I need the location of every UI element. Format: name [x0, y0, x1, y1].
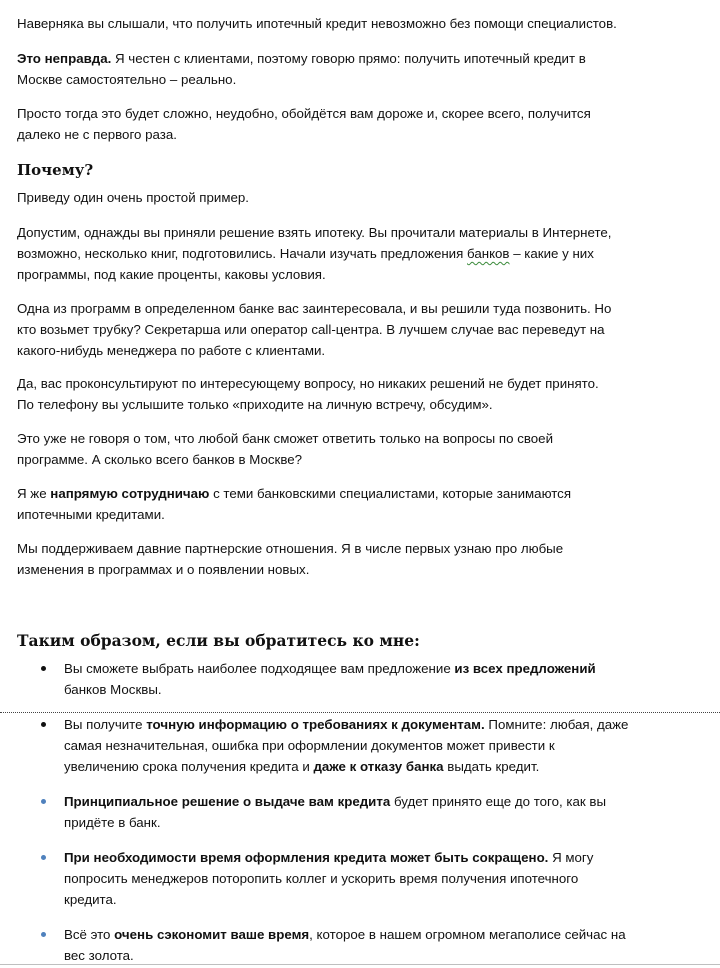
- thus-heading: Таким образом, если вы обратитесь ко мне:: [17, 631, 420, 650]
- benefit4-line2: попросить менеджеров поторопить коллег и ускорить время получения ипотечного: [64, 871, 579, 886]
- page-bottom-edge: [0, 964, 720, 968]
- bullet-icon: [41, 932, 46, 937]
- one-program-paragraph: [17, 298, 677, 361]
- intro-paragraph: [17, 13, 677, 34]
- suppose-line3: программы, под какие проценты, каковы условия.: [17, 267, 326, 282]
- benefit3-post: будет принято еще до того, как вы: [390, 794, 607, 809]
- consult-line1: Да, вас проконсультируют по интересующему вопросу, но никаких решений не будет принято.: [17, 376, 599, 391]
- not-true-bold: Это неправда.: [17, 51, 112, 66]
- direct-line2: ипотечными кредитами.: [17, 507, 165, 522]
- direct-bold: напрямую сотрудничаю: [50, 486, 210, 501]
- partners-line1: Мы поддерживаем давние партнерские отношения. Я в числе первых узнаю про любые: [17, 541, 564, 556]
- bullet-icon: [41, 666, 46, 671]
- list-item: [64, 714, 684, 777]
- not-true-text: Я честен с клиентами, поэтому говорю прямо: получить ипотечный кредит в: [111, 51, 586, 66]
- list-item: [64, 791, 684, 833]
- list-item: [64, 847, 684, 910]
- simple-paragraph: [17, 103, 677, 145]
- benefit1-pre: Вы сможете выбрать наиболее подходящее вам предложение: [64, 661, 455, 676]
- direct-post: с теми банковскими специалистами, которые занимаются: [209, 486, 572, 501]
- benefit3-bold: Принципиальное решение о выдаче вам кредита: [64, 794, 391, 809]
- suppose-paragraph: [17, 222, 677, 285]
- page-break-divider: [0, 712, 720, 713]
- benefit2-bold2: даже к отказу банка: [313, 759, 444, 774]
- simple-line1: Просто тогда это будет сложно, неудобно, обойдётся вам дороже и, скорее всего, получится: [17, 106, 591, 121]
- direct-paragraph: [17, 483, 677, 525]
- list-item: [64, 658, 684, 700]
- benefit5-bold: очень сэкономит ваше время: [114, 927, 310, 942]
- benefit3-line2: придёте в банк.: [64, 815, 161, 830]
- not-true-line2: Москве самостоятельно – реально.: [17, 72, 237, 87]
- benefit4-bold: При необходимости время оформления кредита может быть сокращено.: [64, 850, 549, 865]
- why-heading: Почему?: [17, 161, 94, 179]
- benefit1-line2: банков Москвы.: [64, 682, 162, 697]
- consult-line2: По телефону вы услышите только «приходите на личную встречу, обсудим».: [17, 397, 493, 412]
- banks-spellcheck-word: банков: [467, 246, 510, 261]
- consult-paragraph: [17, 373, 677, 415]
- benefit5-pre: Всё это: [64, 927, 115, 942]
- not-saying-line2: программе. А сколько всего банков в Москве?: [17, 452, 303, 467]
- benefit2-line3post: выдать кредит.: [443, 759, 540, 774]
- benefit1-bold: из всех предложений: [454, 661, 596, 676]
- suppose-line2a: возможно, несколько книг, подготовились. Начали изучать предложения: [17, 246, 468, 261]
- partners-line2: изменения в программах и о появлении новых.: [17, 562, 310, 577]
- simple-line2: далеко не с первого раза.: [17, 127, 177, 142]
- not-true-paragraph: [17, 48, 677, 90]
- direct-pre: Я же: [17, 486, 51, 501]
- intro-line: Наверняка вы слышали, что получить ипотечный кредит невозможно без помощи специалистов.: [17, 16, 617, 31]
- bullet-icon: [41, 722, 46, 727]
- benefit4-post: Я могу: [548, 850, 594, 865]
- not-saying-line1: Это уже не говоря о том, что любой банк сможет ответить только на вопросы по своей: [17, 431, 553, 446]
- example-line: Приведу один очень простой пример.: [17, 190, 249, 205]
- benefit2-bold1: точную информацию о требованиях к документам.: [146, 717, 485, 732]
- benefit2-pre: Вы получите: [64, 717, 147, 732]
- benefit5-post: , которое в нашем огромном мегаполисе сейчас на: [309, 927, 626, 942]
- benefit2-line3pre: увеличению срока получения кредита и: [64, 759, 314, 774]
- benefit2-post1: Помните: любая, даже: [484, 717, 629, 732]
- one-program-line2: кто возьмет трубку? Секретарша или оператор call-центра. В лучшем случае вас переведут на: [17, 322, 605, 337]
- benefit5-line2: вес золота.: [64, 948, 134, 963]
- benefit2-line2: самая незначительная, ошибка при оформлении документов может привести к: [64, 738, 555, 753]
- one-program-line3: какого-нибудь менеджера по работе с клиентами.: [17, 343, 326, 358]
- suppose-line1: Допустим, однажды вы приняли решение взять ипотеку. Вы прочитали материалы в Интернете,: [17, 225, 612, 240]
- partners-paragraph: [17, 538, 677, 580]
- list-item: [64, 924, 684, 966]
- suppose-line2c: – какие у них: [509, 246, 594, 261]
- benefit4-line3: кредита.: [64, 892, 117, 907]
- bullet-icon: [41, 855, 46, 860]
- example-paragraph: [17, 187, 677, 208]
- one-program-line1: Одна из программ в определенном банке вас заинтересовала, и вы решили туда позвонить. Но: [17, 301, 612, 316]
- bullet-icon: [41, 799, 46, 804]
- not-saying-paragraph: [17, 428, 677, 470]
